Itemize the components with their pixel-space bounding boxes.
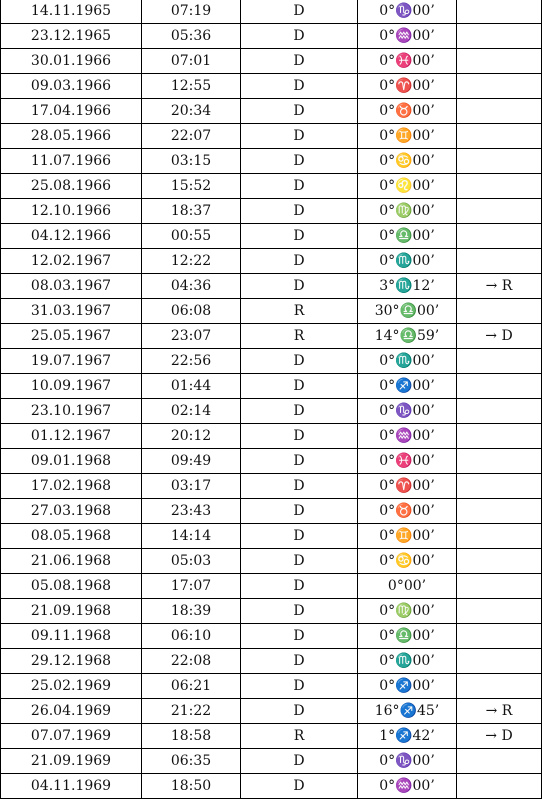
table-row [1, 549, 542, 574]
direction-cell: D [241, 224, 358, 249]
position-cell: 0°♉00’ [358, 99, 457, 124]
date-cell: 17.04.1966 [1, 99, 142, 124]
time-cell: 00:55 [142, 224, 241, 249]
time-cell: 06:10 [142, 624, 241, 649]
table-row [1, 49, 542, 74]
table-row [1, 99, 542, 124]
position-cell: 0°♒00’ [358, 424, 457, 449]
note-cell [457, 0, 542, 24]
note-cell [457, 124, 542, 149]
time-cell: 14:14 [142, 524, 241, 549]
table-row [1, 349, 542, 374]
position-cell: 14°♎59’ [358, 324, 457, 349]
direction-cell: D [241, 249, 358, 274]
position-cell: 0°♊00’ [358, 524, 457, 549]
date-cell: 09.03.1966 [1, 74, 142, 99]
time-cell: 04:36 [142, 274, 241, 299]
table-row [1, 724, 542, 749]
time-cell: 23:43 [142, 499, 241, 524]
position-cell: 0°♐00’ [358, 674, 457, 699]
date-cell: 25.08.1966 [1, 174, 142, 199]
note-cell: → D [457, 724, 542, 749]
direction-cell: D [241, 574, 358, 599]
direction-cell: D [241, 774, 358, 799]
time-cell: 22:07 [142, 124, 241, 149]
time-cell: 12:22 [142, 249, 241, 274]
position-cell: 0°♑00’ [358, 749, 457, 774]
note-cell: → D [457, 324, 542, 349]
table-row [1, 24, 542, 49]
date-cell: 10.09.1967 [1, 374, 142, 399]
direction-cell: D [241, 0, 358, 24]
note-cell [457, 224, 542, 249]
note-cell [457, 199, 542, 224]
note-cell [457, 424, 542, 449]
position-cell: 0°♒00’ [358, 774, 457, 799]
note-cell [457, 674, 542, 699]
date-cell: 12.02.1967 [1, 249, 142, 274]
time-cell: 22:56 [142, 349, 241, 374]
position-cell: 0°♍00’ [358, 599, 457, 624]
time-cell: 07:01 [142, 49, 241, 74]
note-cell [457, 99, 542, 124]
table-row [1, 524, 542, 549]
date-cell: 25.02.1969 [1, 674, 142, 699]
direction-cell: D [241, 474, 358, 499]
position-cell: 30°♎00’ [358, 299, 457, 324]
note-cell [457, 749, 542, 774]
date-cell: 08.05.1968 [1, 524, 142, 549]
date-cell: 08.03.1967 [1, 274, 142, 299]
time-cell: 05:03 [142, 549, 241, 574]
date-cell: 25.05.1967 [1, 324, 142, 349]
date-cell: 09.01.1968 [1, 449, 142, 474]
note-cell [457, 649, 542, 674]
position-cell: 0°♏00’ [358, 349, 457, 374]
direction-cell: D [241, 274, 358, 299]
note-cell [457, 624, 542, 649]
direction-cell: D [241, 524, 358, 549]
direction-cell: D [241, 599, 358, 624]
note-cell: → R [457, 274, 542, 299]
direction-cell: D [241, 624, 358, 649]
note-cell [457, 49, 542, 74]
date-cell: 31.03.1967 [1, 299, 142, 324]
time-cell: 09:49 [142, 449, 241, 474]
date-cell: 30.01.1966 [1, 49, 142, 74]
date-cell: 14.11.1965 [1, 0, 142, 24]
direction-cell: D [241, 499, 358, 524]
direction-cell: D [241, 349, 358, 374]
date-cell: 26.04.1969 [1, 699, 142, 724]
date-cell: 09.11.1968 [1, 624, 142, 649]
table-row [1, 424, 542, 449]
table-row [1, 474, 542, 499]
time-cell: 02:14 [142, 399, 241, 424]
time-cell: 18:37 [142, 199, 241, 224]
time-cell: 18:39 [142, 599, 241, 624]
position-cell: 0°♒00’ [358, 24, 457, 49]
time-cell: 20:34 [142, 99, 241, 124]
note-cell [457, 149, 542, 174]
direction-cell: D [241, 374, 358, 399]
direction-cell: D [241, 24, 358, 49]
time-cell: 03:15 [142, 149, 241, 174]
direction-cell: D [241, 124, 358, 149]
position-cell: 0°♓00’ [358, 449, 457, 474]
time-cell: 22:08 [142, 649, 241, 674]
position-cell: 0°♉00’ [358, 499, 457, 524]
note-cell [457, 299, 542, 324]
date-cell: 29.12.1968 [1, 649, 142, 674]
table-row [1, 499, 542, 524]
position-cell: 1°♐42’ [358, 724, 457, 749]
date-cell: 01.12.1967 [1, 424, 142, 449]
table-row [1, 649, 542, 674]
note-cell [457, 574, 542, 599]
date-cell: 12.10.1966 [1, 199, 142, 224]
direction-cell: D [241, 449, 358, 474]
position-cell: 0°♈00’ [358, 474, 457, 499]
direction-cell: R [241, 299, 358, 324]
table-row [1, 74, 542, 99]
position-cell: 0°♎00’ [358, 224, 457, 249]
table-row [1, 124, 542, 149]
date-cell: 04.11.1969 [1, 774, 142, 799]
table-row [1, 749, 542, 774]
direction-cell: D [241, 174, 358, 199]
table-row [1, 149, 542, 174]
table-body [1, 0, 542, 799]
direction-cell: D [241, 699, 358, 724]
position-cell: 16°♐45’ [358, 699, 457, 724]
date-cell: 19.07.1967 [1, 349, 142, 374]
time-cell: 15:52 [142, 174, 241, 199]
direction-cell: D [241, 649, 358, 674]
direction-cell: D [241, 549, 358, 574]
table-row [1, 374, 542, 399]
table-row [1, 574, 542, 599]
time-cell: 20:12 [142, 424, 241, 449]
table-row [1, 249, 542, 274]
note-cell [457, 474, 542, 499]
time-cell: 06:35 [142, 749, 241, 774]
position-cell: 0°♍00’ [358, 199, 457, 224]
position-cell: 0°♋00’ [358, 549, 457, 574]
direction-cell: D [241, 49, 358, 74]
date-cell: 11.07.1966 [1, 149, 142, 174]
time-cell: 18:50 [142, 774, 241, 799]
note-cell [457, 74, 542, 99]
note-cell [457, 499, 542, 524]
position-cell: 0°♊00’ [358, 124, 457, 149]
table-row [1, 449, 542, 474]
table-row [1, 174, 542, 199]
table-row [1, 624, 542, 649]
position-cell: 0°♏00’ [358, 649, 457, 674]
date-cell: 21.09.1969 [1, 749, 142, 774]
time-cell: 21:22 [142, 699, 241, 724]
position-cell: 0°♋00’ [358, 149, 457, 174]
note-cell [457, 374, 542, 399]
note-cell [457, 599, 542, 624]
direction-cell: D [241, 99, 358, 124]
direction-cell: D [241, 674, 358, 699]
note-cell [457, 449, 542, 474]
direction-cell: D [241, 749, 358, 774]
direction-cell: D [241, 149, 358, 174]
time-cell: 17:07 [142, 574, 241, 599]
date-cell: 23.10.1967 [1, 399, 142, 424]
note-cell [457, 774, 542, 799]
table-row [1, 599, 542, 624]
date-cell: 23.12.1965 [1, 24, 142, 49]
note-cell [457, 349, 542, 374]
time-cell: 06:08 [142, 299, 241, 324]
time-cell: 07:19 [142, 0, 241, 24]
table-row [1, 699, 542, 724]
date-cell: 28.05.1966 [1, 124, 142, 149]
date-cell: 07.07.1969 [1, 724, 142, 749]
note-cell [457, 174, 542, 199]
direction-cell: R [241, 724, 358, 749]
date-cell: 04.12.1966 [1, 224, 142, 249]
time-cell: 03:17 [142, 474, 241, 499]
position-cell: 0°♎00’ [358, 624, 457, 649]
table-row [1, 774, 542, 799]
time-cell: 23:07 [142, 324, 241, 349]
time-cell: 05:36 [142, 24, 241, 49]
date-cell: 17.02.1968 [1, 474, 142, 499]
note-cell [457, 549, 542, 574]
date-cell: 27.03.1968 [1, 499, 142, 524]
note-cell [457, 399, 542, 424]
table-row [1, 274, 542, 299]
position-cell: 0°♑00’ [358, 399, 457, 424]
date-cell: 21.09.1968 [1, 599, 142, 624]
time-cell: 06:21 [142, 674, 241, 699]
note-cell [457, 524, 542, 549]
position-cell: 0°♓00’ [358, 49, 457, 74]
date-cell: 05.08.1968 [1, 574, 142, 599]
table-row [1, 399, 542, 424]
position-cell: 0°♐00’ [358, 374, 457, 399]
table-row [1, 674, 542, 699]
direction-cell: R [241, 324, 358, 349]
time-cell: 01:44 [142, 374, 241, 399]
direction-cell: D [241, 74, 358, 99]
table-row [1, 0, 542, 24]
position-cell: 0°♑00’ [358, 0, 457, 24]
position-cell: 0°♈00’ [358, 74, 457, 99]
table-row [1, 299, 542, 324]
note-cell [457, 249, 542, 274]
table-row [1, 199, 542, 224]
date-cell: 21.06.1968 [1, 549, 142, 574]
direction-cell: D [241, 199, 358, 224]
position-cell: 3°♏12’ [358, 274, 457, 299]
position-cell: 0°00’ [358, 574, 457, 599]
position-cell: 0°♌00’ [358, 174, 457, 199]
note-cell [457, 24, 542, 49]
time-cell: 18:58 [142, 724, 241, 749]
note-cell: → R [457, 699, 542, 724]
direction-cell: D [241, 399, 358, 424]
table-row [1, 324, 542, 349]
time-cell: 12:55 [142, 74, 241, 99]
table-row [1, 224, 542, 249]
direction-cell: D [241, 424, 358, 449]
position-cell: 0°♏00’ [358, 249, 457, 274]
